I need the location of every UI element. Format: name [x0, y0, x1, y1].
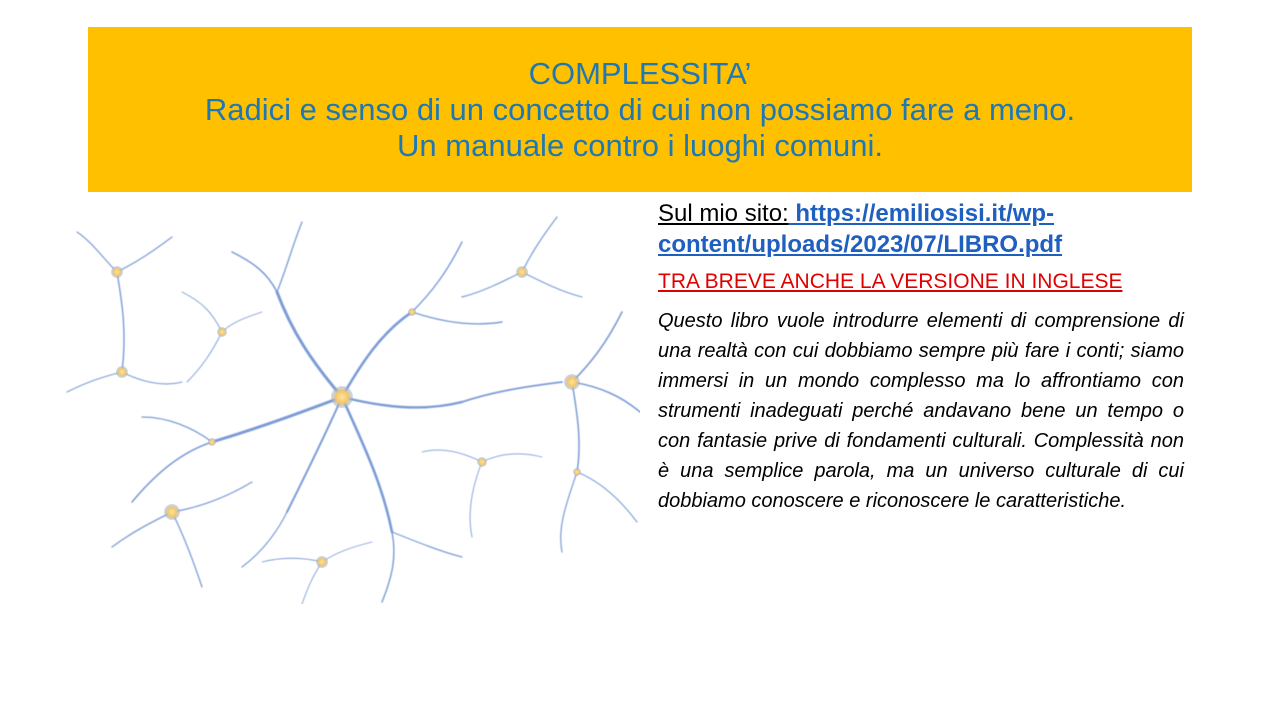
title-banner [88, 27, 1192, 192]
text-column [658, 198, 1184, 516]
neuron-illustration [62, 212, 640, 604]
title-heading: COMPLESSITA’ [528, 55, 752, 91]
title-subtitle-2: Un manuale contro i luoghi comuni. [397, 127, 883, 163]
site-label: Sul mio sito: [658, 200, 789, 227]
neuron-network-icon [62, 212, 640, 604]
title-subtitle-1: Radici e senso di un concetto di cui non possiamo fare a meno. [204, 91, 1076, 127]
book-pdf-link[interactable]: https://emiliosisi.it/wp-content/uploads/2023/07/LIBRO.pdf [658, 200, 1063, 258]
site-line [658, 198, 1184, 260]
english-version-notice: TRA BREVE ANCHE LA VERSIONE IN INGLESE [658, 270, 1123, 293]
book-description: Questo libro vuole introdurre elementi di comprensione di una realtà con cui dobbiamo sempre più fare i conti; siamo immersi in un mondo complesso ma lo affrontiamo con strumenti inadeguati perché andavano bene un tempo o con fantasie prive di fondamenti culturali. Complessità non è una semplice parola, ma un universo culturale di cui dobbiamo conoscere e riconoscere le caratteristiche. [658, 310, 1184, 512]
